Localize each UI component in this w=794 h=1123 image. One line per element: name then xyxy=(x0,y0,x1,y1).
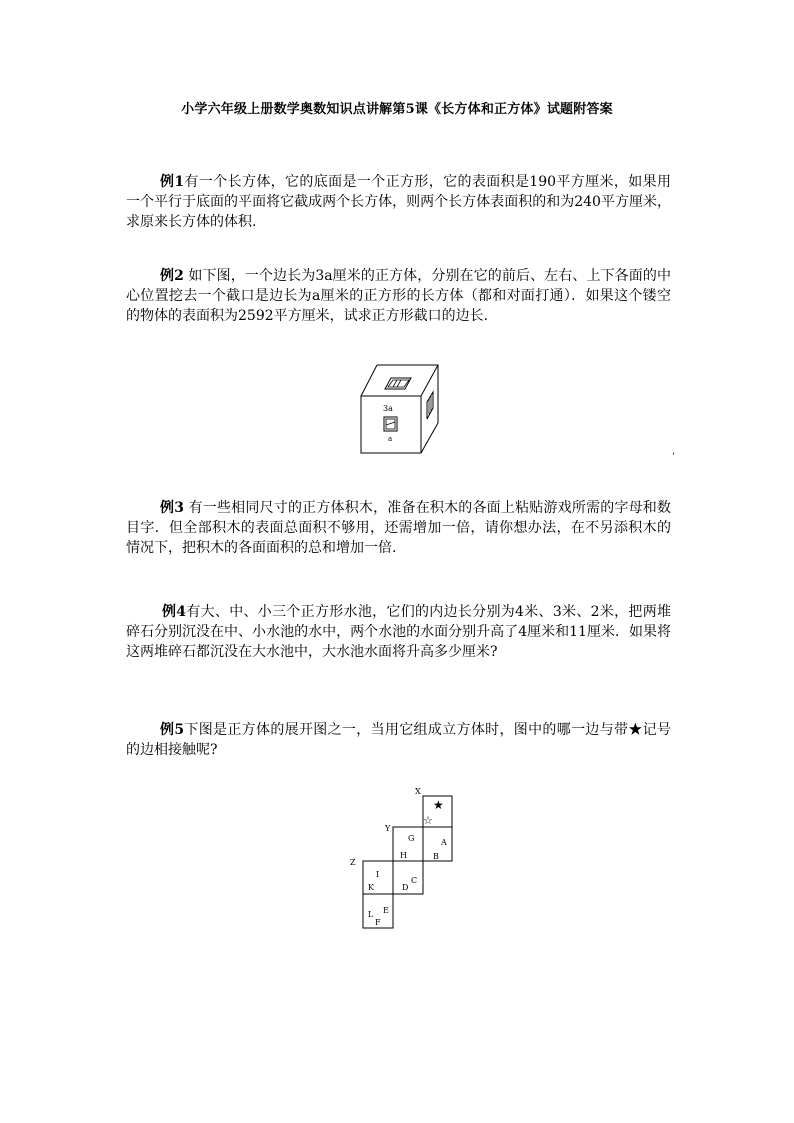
net-label-D: D xyxy=(402,883,409,892)
net-label-A: A xyxy=(441,838,447,847)
net-label-K: K xyxy=(368,883,374,892)
net-label-Y: Y xyxy=(385,824,391,833)
problem-4-text: 有大、中、小三个正方形水池，它们的内边长分别为4米、3米、2米，把两堆碎石分别沉没在中、小水池的水中，两个水池的水面分别升高了4厘米和11厘米．如果将这两堆碎石都沉没在大水池中，大水池水面将升高多少厘米? xyxy=(126,604,671,660)
problem-5 xyxy=(126,720,671,760)
net-label-B: B xyxy=(433,852,439,861)
problem-1-text: 有一个长方体，它的底面是一个正方形，它的表面积是190平方厘米，如果用一个平行于底面的平面将它截成两个长方体，则两个长方体表面积的和为240平方厘米，求原来长方体的体积. xyxy=(126,174,671,230)
cube-net-figure xyxy=(345,784,457,932)
net-label-H: H xyxy=(400,851,407,860)
net-label-F: F xyxy=(375,918,381,927)
problem-2 xyxy=(126,266,671,326)
cube-figure xyxy=(360,364,440,456)
problem-5-text: 下图是正方体的展开图之一，当用它组成立方体时，图中的哪一边与带★记号的边相接触呢? xyxy=(126,722,672,758)
net-label-I: I xyxy=(376,870,380,879)
stray-mark: ‘ xyxy=(672,452,675,462)
hollow-star-icon: ☆ xyxy=(423,814,433,827)
problem-3-text: 有一些相同尺寸的正方体积木，准备在积木的各面上粘贴游戏所需的字母和数目字．但全部积木的表面总面积不够用，还需增加一倍，请你想办法，在不另添积木的情况下，把积木的各面面积的总和增加一倍. xyxy=(126,500,672,556)
net-label-C: C xyxy=(411,876,418,885)
page-title: 小学六年级上册数学奥数知识点讲解第5课《长方体和正方体》试题附答案 xyxy=(181,102,613,117)
problem-2-text: 如下图，一个边长为3a厘米的正方体，分别在它的前后、左右、上下各面的中心位置挖去一个截口是边长为a厘米的正方形的长方体（都和对面打通）．如果这个镂空的物体的表面积为2592平方厘米，试求正方形截口的边长. xyxy=(126,268,671,324)
problem-4 xyxy=(126,602,671,662)
net-label-X: X xyxy=(415,787,421,796)
filled-star-icon: ★ xyxy=(433,798,444,812)
problem-2-label: 例2 xyxy=(160,268,184,284)
problem-5-label: 例5 xyxy=(160,722,185,738)
problem-3 xyxy=(126,498,671,558)
cube-label-3a: 3a xyxy=(383,404,393,413)
net-label-Z: Z xyxy=(350,858,356,867)
problem-1 xyxy=(126,172,671,232)
problem-1-label: 例1 xyxy=(160,174,185,190)
net-label-L: L xyxy=(368,910,374,919)
problem-4-label: 例4 xyxy=(162,604,187,620)
cube-label-a: a xyxy=(388,435,393,443)
problem-3-label: 例3 xyxy=(160,500,184,516)
net-label-G: G xyxy=(408,834,415,843)
net-label-E: E xyxy=(383,906,389,915)
